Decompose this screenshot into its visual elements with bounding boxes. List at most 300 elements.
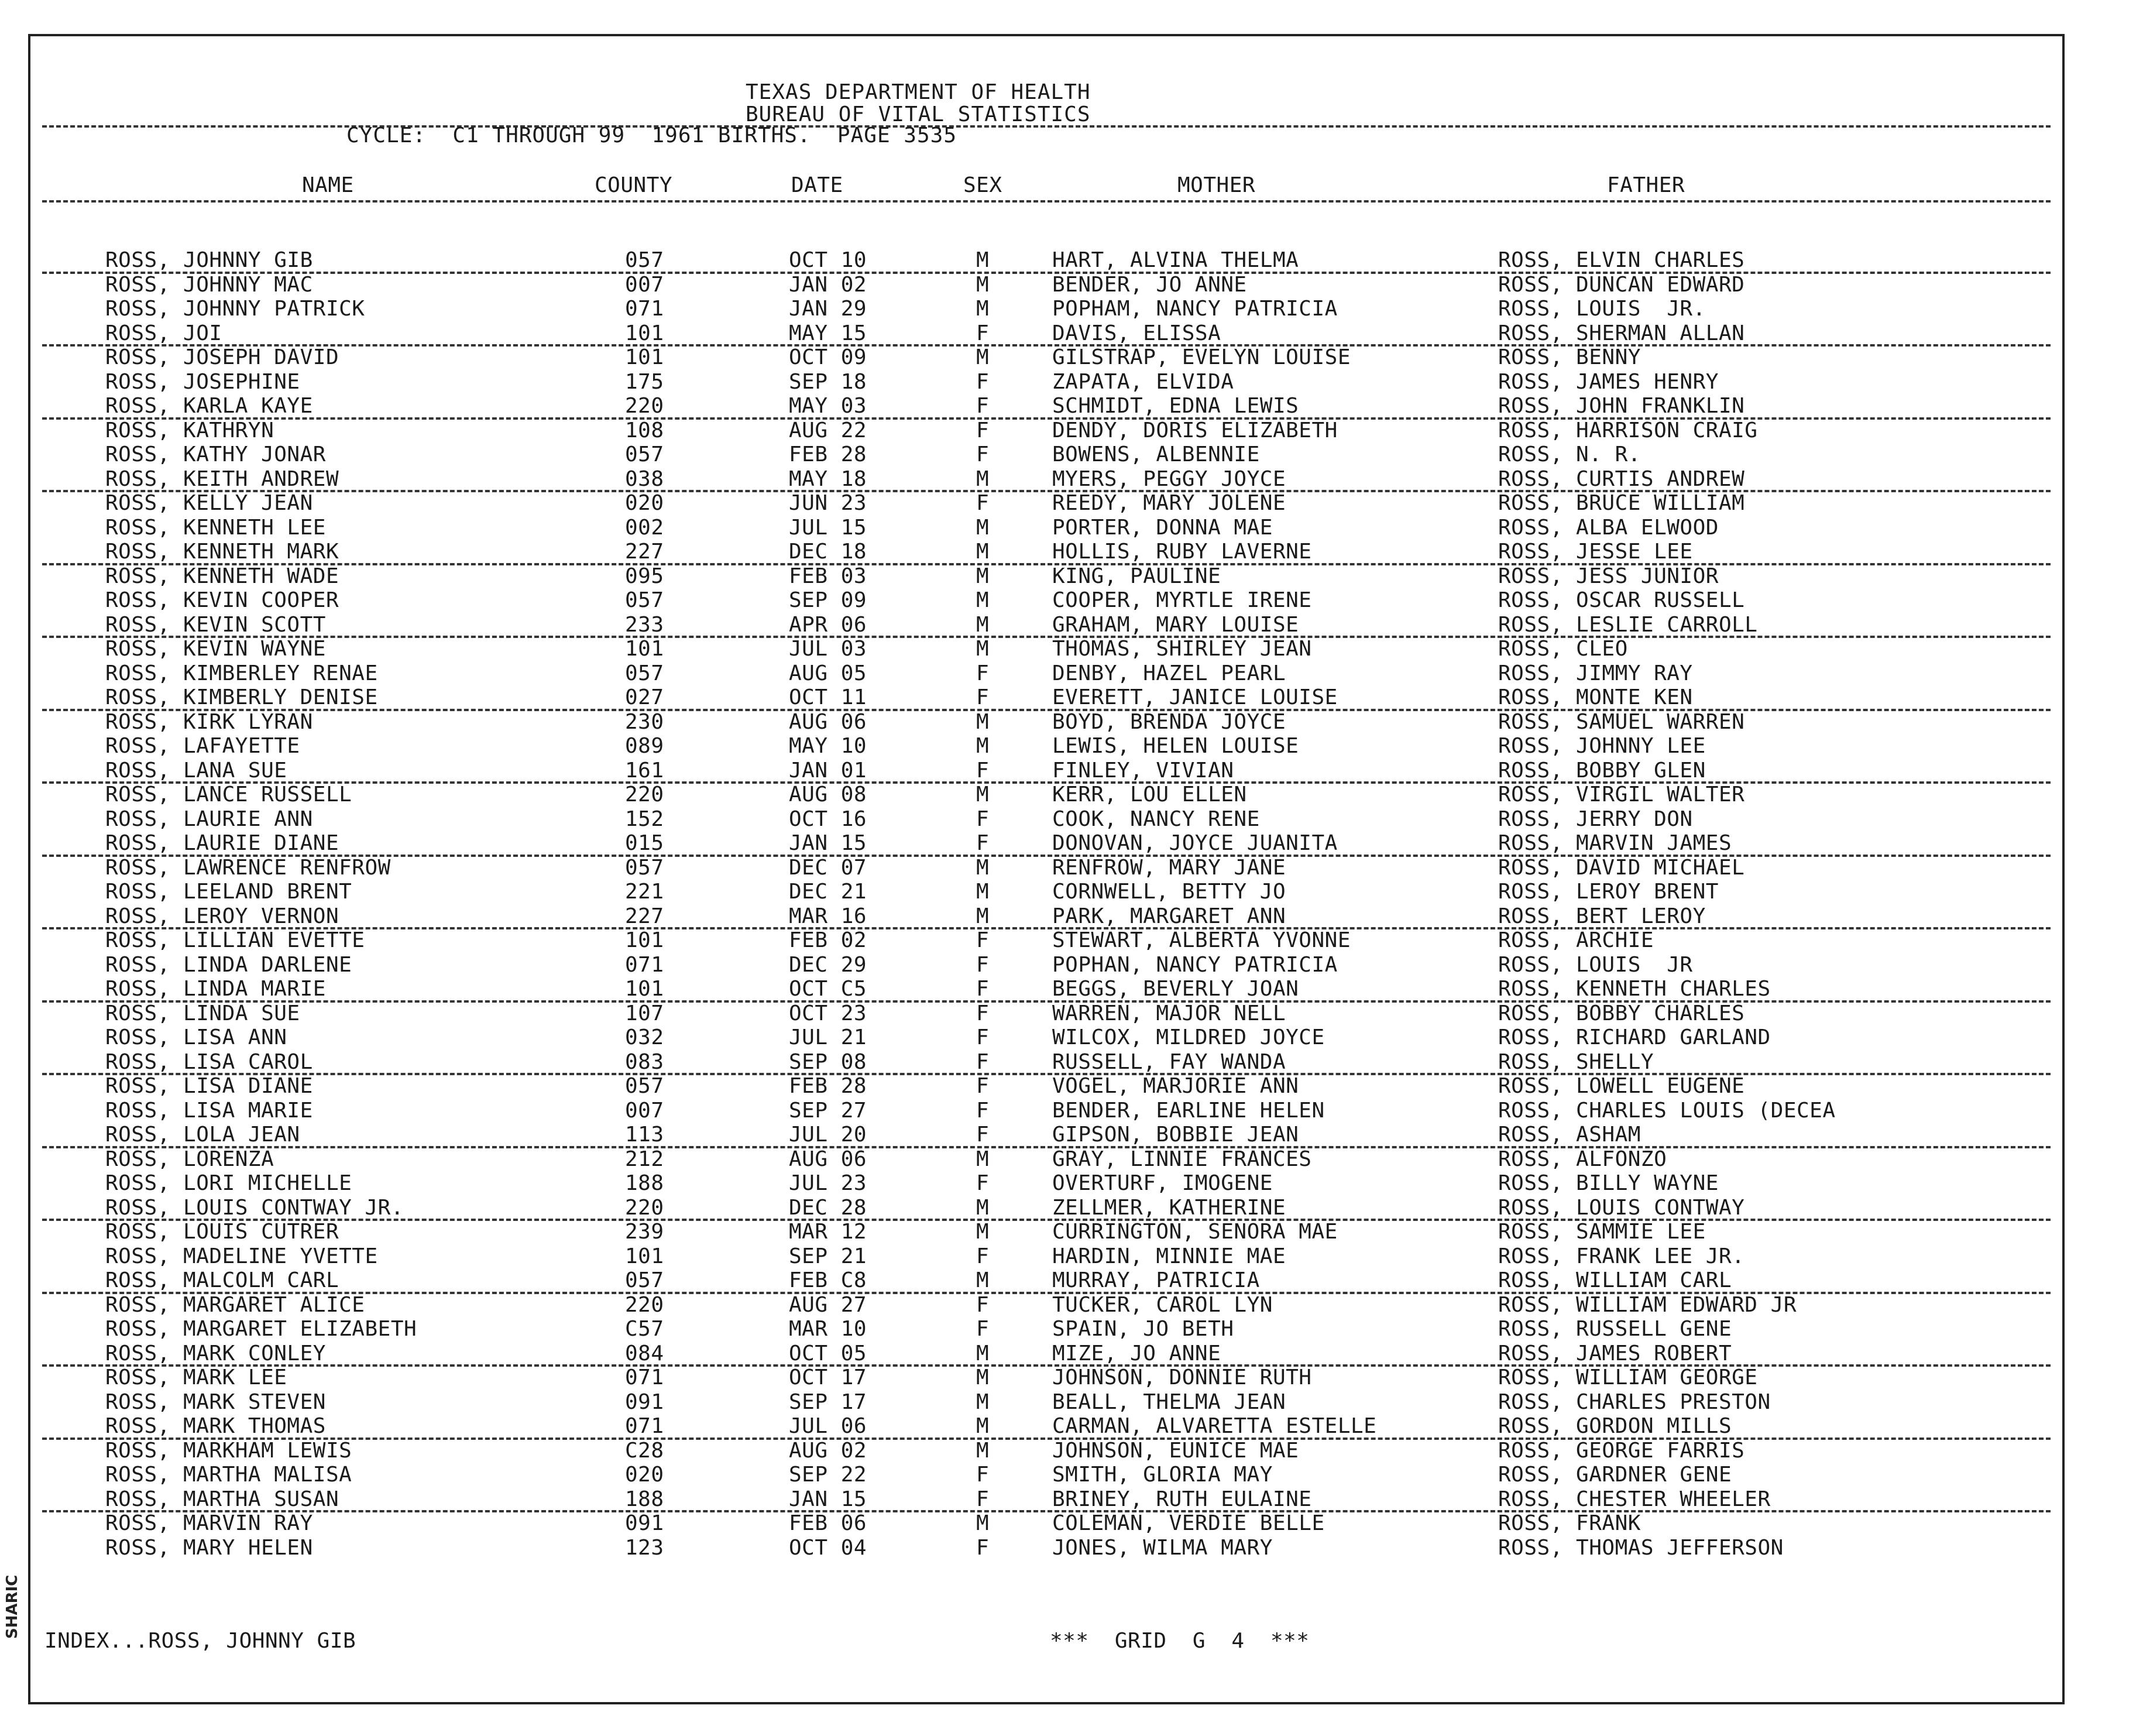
- record-county: 161: [625, 758, 664, 783]
- record-father: ROSS, VIRGIL WALTER: [1498, 783, 1745, 807]
- table-row: [30, 1487, 2062, 1511]
- record-sex: F: [976, 831, 990, 855]
- record-sex: M: [976, 540, 990, 564]
- record-date: MAY 18: [789, 466, 867, 491]
- table-row: [30, 1025, 2062, 1049]
- table-row: [30, 1074, 2062, 1098]
- record-name: ROSS, LOLA JEAN: [105, 1123, 300, 1147]
- table-row: [30, 710, 2062, 734]
- column-header-date: DATE: [791, 173, 843, 197]
- record-date: JAN 29: [789, 297, 867, 321]
- record-county: 188: [625, 1487, 664, 1511]
- table-row: [30, 467, 2062, 491]
- record-sex: M: [976, 904, 990, 928]
- record-sex: M: [976, 1366, 990, 1390]
- record-date: JUL 21: [789, 1025, 867, 1049]
- record-name: ROSS, MARVIN RAY: [105, 1511, 313, 1535]
- record-sex: M: [976, 734, 990, 758]
- record-date: AUG 22: [789, 418, 867, 442]
- record-sex: F: [976, 1244, 990, 1268]
- record-sex: M: [976, 297, 990, 321]
- record-mother: KING, PAULINE: [1052, 564, 1221, 588]
- record-county: 091: [625, 1511, 664, 1535]
- record-name: ROSS, MARY HELEN: [105, 1535, 313, 1560]
- record-name: ROSS, MALCOLM CARL: [105, 1268, 339, 1292]
- column-header-father: FATHER: [1607, 173, 1685, 197]
- record-name: ROSS, KATHRYN: [105, 418, 274, 442]
- record-mother: FINLEY, VIVIAN: [1052, 758, 1234, 783]
- record-sex: M: [976, 1511, 990, 1535]
- record-name: ROSS, JOHNNY PATRICK: [105, 297, 365, 321]
- record-father: ROSS, BERT LEROY: [1498, 904, 1706, 928]
- record-date: JUL 06: [789, 1414, 867, 1438]
- record-father: ROSS, LOUIS CONTWAY: [1498, 1195, 1745, 1220]
- record-father: ROSS, JERRY DON: [1498, 807, 1693, 831]
- header-divider: [42, 125, 2051, 128]
- record-name: ROSS, MADELINE YVETTE: [105, 1244, 378, 1268]
- record-mother: BEGGS, BEVERLY JOAN: [1052, 977, 1299, 1001]
- record-mother: JOHNSON, EUNICE MAE: [1052, 1438, 1299, 1463]
- record-county: 038: [625, 466, 664, 491]
- record-mother: SPAIN, JO BETH: [1052, 1317, 1234, 1341]
- record-name: ROSS, KEVIN COOPER: [105, 588, 339, 612]
- record-mother: DONOVAN, JOYCE JUANITA: [1052, 831, 1338, 855]
- record-date: SEP 09: [789, 588, 867, 612]
- record-county: 227: [625, 904, 664, 928]
- record-date: AUG 06: [789, 1147, 867, 1171]
- record-name: ROSS, LANA SUE: [105, 758, 287, 783]
- record-date: OCT 11: [789, 685, 867, 709]
- record-father: ROSS, SAMMIE LEE: [1498, 1220, 1706, 1244]
- record-father: ROSS, LEROY BRENT: [1498, 880, 1719, 904]
- record-mother: WARREN, MAJOR NELL: [1052, 1001, 1286, 1025]
- record-name: ROSS, LISA MARIE: [105, 1098, 313, 1123]
- record-sex: F: [976, 661, 990, 685]
- record-name: ROSS, LOUIS CUTRER: [105, 1220, 339, 1244]
- record-date: OCT 16: [789, 807, 867, 831]
- department-title: TEXAS DEPARTMENT OF HEALTH: [746, 80, 1091, 104]
- record-sex: M: [976, 1147, 990, 1171]
- record-father: ROSS, ARCHIE: [1498, 928, 1654, 952]
- record-sex: M: [976, 1268, 990, 1292]
- table-row: [30, 540, 2062, 564]
- record-sex: F: [976, 1317, 990, 1341]
- record-name: ROSS, MARKHAM LEWIS: [105, 1438, 352, 1463]
- record-mother: BENDER, EARLINE HELEN: [1052, 1098, 1325, 1123]
- record-date: SEP 18: [789, 369, 867, 394]
- record-county: 152: [625, 807, 664, 831]
- record-mother: GRAHAM, MARY LOUISE: [1052, 612, 1299, 637]
- record-county: 101: [625, 977, 664, 1001]
- table-row: [30, 904, 2062, 928]
- record-name: ROSS, LILLIAN EVETTE: [105, 928, 365, 952]
- record-county: 057: [625, 588, 664, 612]
- record-mother: DENDY, DORIS ELIZABETH: [1052, 418, 1338, 442]
- record-county: 057: [625, 1074, 664, 1098]
- record-date: DEC 21: [789, 880, 867, 904]
- record-sex: M: [976, 1341, 990, 1366]
- record-mother: EVERETT, JANICE LOUISE: [1052, 685, 1338, 709]
- document-page: [28, 34, 2065, 1704]
- record-name: ROSS, MARK THOMAS: [105, 1414, 326, 1438]
- record-father: ROSS, N. R.: [1498, 442, 1641, 466]
- record-mother: ZAPATA, ELVIDA: [1052, 369, 1234, 394]
- record-date: MAR 10: [789, 1317, 867, 1341]
- record-sex: F: [976, 1535, 990, 1560]
- record-mother: RENFROW, MARY JANE: [1052, 855, 1286, 880]
- record-sex: F: [976, 1487, 990, 1511]
- record-county: 057: [625, 661, 664, 685]
- record-county: 108: [625, 418, 664, 442]
- table-row: [30, 370, 2062, 394]
- record-date: JAN 15: [789, 1487, 867, 1511]
- record-mother: OVERTURF, IMOGENE: [1052, 1171, 1273, 1195]
- record-county: 101: [625, 345, 664, 369]
- record-date: OCT 10: [789, 248, 867, 272]
- table-row: [30, 807, 2062, 831]
- record-date: MAR 16: [789, 904, 867, 928]
- record-mother: VOGEL, MARJORIE ANN: [1052, 1074, 1299, 1098]
- record-county: 057: [625, 1268, 664, 1292]
- record-county: 101: [625, 321, 664, 345]
- record-name: ROSS, MARK STEVEN: [105, 1390, 326, 1414]
- record-date: FEB 03: [789, 564, 867, 588]
- record-sex: F: [976, 1171, 990, 1195]
- record-county: 084: [625, 1341, 664, 1366]
- record-father: ROSS, BRUCE WILLIAM: [1498, 491, 1745, 515]
- record-county: 007: [625, 272, 664, 297]
- record-father: ROSS, DAVID MICHAEL: [1498, 855, 1745, 880]
- record-date: JUL 15: [789, 515, 867, 540]
- record-date: OCT 09: [789, 345, 867, 369]
- record-father: ROSS, ALBA ELWOOD: [1498, 515, 1719, 540]
- record-mother: BOWENS, ALBENNIE: [1052, 442, 1260, 466]
- record-name: ROSS, KIMBERLEY RENAE: [105, 661, 378, 685]
- record-father: ROSS, OSCAR RUSSELL: [1498, 588, 1745, 612]
- table-row: [30, 1293, 2062, 1317]
- record-sex: F: [976, 418, 990, 442]
- record-father: ROSS, CHARLES LOUIS (DECEA: [1498, 1098, 1836, 1123]
- record-county: C28: [625, 1438, 664, 1463]
- record-name: ROSS, JOI: [105, 321, 222, 345]
- record-date: OCT 23: [789, 1001, 867, 1025]
- record-name: ROSS, KENNETH LEE: [105, 515, 326, 540]
- record-sex: M: [976, 515, 990, 540]
- table-row: [30, 394, 2062, 418]
- record-father: ROSS, LOWELL EUGENE: [1498, 1074, 1745, 1098]
- record-father: ROSS, SAMUEL WARREN: [1498, 709, 1745, 734]
- record-sex: F: [976, 685, 990, 709]
- record-father: ROSS, CURTIS ANDREW: [1498, 466, 1745, 491]
- record-mother: BEALL, THELMA JEAN: [1052, 1390, 1286, 1414]
- table-row: [30, 856, 2062, 880]
- record-date: DEC 07: [789, 855, 867, 880]
- record-mother: GIPSON, BOBBIE JEAN: [1052, 1123, 1299, 1147]
- record-mother: MYERS, PEGGY JOYCE: [1052, 466, 1286, 491]
- table-row: [30, 1147, 2062, 1171]
- record-name: ROSS, MARK LEE: [105, 1366, 287, 1390]
- record-mother: POPHAM, NANCY PATRICIA: [1052, 297, 1338, 321]
- record-name: ROSS, LEROY VERNON: [105, 904, 339, 928]
- record-name: ROSS, KEVIN SCOTT: [105, 612, 326, 637]
- record-date: FEB C8: [789, 1268, 867, 1292]
- table-row: [30, 831, 2062, 855]
- record-county: 071: [625, 297, 664, 321]
- table-row: [30, 1171, 2062, 1195]
- record-mother: COOPER, MYRTLE IRENE: [1052, 588, 1312, 612]
- record-name: ROSS, KIRK LYRAN: [105, 709, 313, 734]
- record-sex: M: [976, 709, 990, 734]
- record-date: AUG 27: [789, 1292, 867, 1317]
- record-date: JUL 03: [789, 637, 867, 661]
- record-date: DEC 29: [789, 952, 867, 977]
- record-sex: M: [976, 1195, 990, 1220]
- record-mother: BOYD, BRENDA JOYCE: [1052, 709, 1286, 734]
- table-row: [30, 637, 2062, 661]
- record-date: JAN 02: [789, 272, 867, 297]
- record-date: FEB 28: [789, 1074, 867, 1098]
- record-date: JUL 23: [789, 1171, 867, 1195]
- table-row: [30, 491, 2062, 515]
- grid-footer: *** GRID G 4 ***: [1050, 1629, 1310, 1653]
- record-sex: F: [976, 1049, 990, 1074]
- record-county: 220: [625, 394, 664, 418]
- record-county: 089: [625, 734, 664, 758]
- record-date: APR 06: [789, 612, 867, 637]
- record-date: OCT 04: [789, 1535, 867, 1560]
- record-date: SEP 22: [789, 1463, 867, 1487]
- record-county: 032: [625, 1025, 664, 1049]
- record-date: AUG 08: [789, 783, 867, 807]
- table-row: [30, 685, 2062, 709]
- record-father: ROSS, ALFONZO: [1498, 1147, 1667, 1171]
- table-row: [30, 273, 2062, 297]
- table-row: [30, 1123, 2062, 1147]
- table-row: [30, 1001, 2062, 1025]
- record-sex: F: [976, 1098, 990, 1123]
- record-mother: JONES, WILMA MARY: [1052, 1535, 1273, 1560]
- table-row: [30, 442, 2062, 466]
- record-mother: COLEMAN, VERDIE BELLE: [1052, 1511, 1325, 1535]
- table-row: [30, 1511, 2062, 1535]
- record-county: 123: [625, 1535, 664, 1560]
- table-row: [30, 977, 2062, 1001]
- record-date: DEC 18: [789, 540, 867, 564]
- record-date: FEB 06: [789, 1511, 867, 1535]
- record-date: DEC 28: [789, 1195, 867, 1220]
- record-father: ROSS, JOHN FRANKLIN: [1498, 394, 1745, 418]
- record-county: 091: [625, 1390, 664, 1414]
- record-name: ROSS, LAURIE DIANE: [105, 831, 339, 855]
- record-father: ROSS, SHERMAN ALLAN: [1498, 321, 1745, 345]
- record-father: ROSS, GORDON MILLS: [1498, 1414, 1732, 1438]
- record-sex: M: [976, 248, 990, 272]
- index-footer: INDEX...ROSS, JOHNNY GIB: [44, 1629, 356, 1653]
- record-county: 107: [625, 1001, 664, 1025]
- record-county: 015: [625, 831, 664, 855]
- record-father: ROSS, JAMES HENRY: [1498, 369, 1719, 394]
- record-father: ROSS, ELVIN CHARLES: [1498, 248, 1745, 272]
- record-date: MAY 03: [789, 394, 867, 418]
- record-sex: F: [976, 1123, 990, 1147]
- record-mother: THOMAS, SHIRLEY JEAN: [1052, 637, 1312, 661]
- record-mother: HARDIN, MINNIE MAE: [1052, 1244, 1286, 1268]
- record-mother: PARK, MARGARET ANN: [1052, 904, 1286, 928]
- record-county: 239: [625, 1220, 664, 1244]
- record-county: 020: [625, 491, 664, 515]
- record-sex: F: [976, 807, 990, 831]
- table-row: [30, 880, 2062, 904]
- record-mother: CORNWELL, BETTY JO: [1052, 880, 1286, 904]
- record-name: ROSS, KENNETH WADE: [105, 564, 339, 588]
- record-date: MAR 12: [789, 1220, 867, 1244]
- record-father: ROSS, RUSSELL GENE: [1498, 1317, 1732, 1341]
- record-date: SEP 21: [789, 1244, 867, 1268]
- table-row: [30, 1439, 2062, 1463]
- record-sex: M: [976, 637, 990, 661]
- table-row: [30, 1414, 2062, 1438]
- record-father: ROSS, MARVIN JAMES: [1498, 831, 1732, 855]
- record-mother: LEWIS, HELEN LOUISE: [1052, 734, 1299, 758]
- record-date: AUG 02: [789, 1438, 867, 1463]
- record-sex: F: [976, 758, 990, 783]
- column-header-divider: [42, 200, 2051, 203]
- record-county: 221: [625, 880, 664, 904]
- record-sex: F: [976, 977, 990, 1001]
- record-date: MAY 10: [789, 734, 867, 758]
- record-father: ROSS, SHELLY: [1498, 1049, 1654, 1074]
- table-row: [30, 1390, 2062, 1414]
- record-mother: ZELLMER, KATHERINE: [1052, 1195, 1286, 1220]
- table-row: [30, 1244, 2062, 1268]
- table-row: [30, 297, 2062, 321]
- record-name: ROSS, JOSEPH DAVID: [105, 345, 339, 369]
- record-father: ROSS, HARRISON CRAIG: [1498, 418, 1758, 442]
- record-county: 057: [625, 442, 664, 466]
- record-father: ROSS, FRANK LEE JR.: [1498, 1244, 1745, 1268]
- record-name: ROSS, KEITH ANDREW: [105, 466, 339, 491]
- record-mother: STEWART, ALBERTA YVONNE: [1052, 928, 1351, 952]
- record-name: ROSS, LANCE RUSSELL: [105, 783, 352, 807]
- table-row: [30, 516, 2062, 540]
- bureau-title: BUREAU OF VITAL STATISTICS: [746, 102, 1091, 126]
- column-headers: [30, 173, 2062, 198]
- record-name: ROSS, KEVIN WAYNE: [105, 637, 326, 661]
- record-father: ROSS, RICHARD GARLAND: [1498, 1025, 1771, 1049]
- records-table: [30, 248, 2062, 1594]
- record-name: ROSS, LEELAND BRENT: [105, 880, 352, 904]
- table-row: [30, 1196, 2062, 1220]
- record-father: ROSS, FRANK: [1498, 1511, 1641, 1535]
- record-father: ROSS, BOBBY CHARLES: [1498, 1001, 1745, 1025]
- record-father: ROSS, JAMES ROBERT: [1498, 1341, 1732, 1366]
- record-name: ROSS, LISA CAROL: [105, 1049, 313, 1074]
- record-county: 230: [625, 709, 664, 734]
- record-date: JUL 20: [789, 1123, 867, 1147]
- record-sex: F: [976, 394, 990, 418]
- record-mother: GRAY, LINNIE FRANCES: [1052, 1147, 1312, 1171]
- record-mother: BRINEY, RUTH EULAINE: [1052, 1487, 1312, 1511]
- record-father: ROSS, JESSE LEE: [1498, 540, 1693, 564]
- record-date: SEP 17: [789, 1390, 867, 1414]
- record-father: ROSS, WILLIAM CARL: [1498, 1268, 1732, 1292]
- record-county: C57: [625, 1317, 664, 1341]
- record-date: OCT C5: [789, 977, 867, 1001]
- record-name: ROSS, MARTHA MALISA: [105, 1463, 352, 1487]
- record-mother: GILSTRAP, EVELYN LOUISE: [1052, 345, 1351, 369]
- record-county: 101: [625, 928, 664, 952]
- column-header-name: NAME: [302, 173, 354, 197]
- record-county: 071: [625, 1366, 664, 1390]
- record-county: 175: [625, 369, 664, 394]
- record-sex: M: [976, 466, 990, 491]
- table-row: [30, 1317, 2062, 1341]
- table-row: [30, 1268, 2062, 1292]
- record-date: JUN 23: [789, 491, 867, 515]
- record-sex: M: [976, 345, 990, 369]
- record-father: ROSS, BILLY WAYNE: [1498, 1171, 1719, 1195]
- table-row: [30, 1463, 2062, 1487]
- record-mother: BENDER, JO ANNE: [1052, 272, 1247, 297]
- record-sex: M: [976, 1438, 990, 1463]
- record-father: ROSS, JOHNNY LEE: [1498, 734, 1706, 758]
- table-row: [30, 1342, 2062, 1366]
- table-row: [30, 1099, 2062, 1123]
- record-father: ROSS, JESS JUNIOR: [1498, 564, 1719, 588]
- record-father: ROSS, WILLIAM GEORGE: [1498, 1366, 1758, 1390]
- record-father: ROSS, BENNY: [1498, 345, 1641, 369]
- table-row: [30, 1536, 2062, 1560]
- record-county: 027: [625, 685, 664, 709]
- record-sex: F: [976, 1292, 990, 1317]
- record-name: ROSS, MARTHA SUSAN: [105, 1487, 339, 1511]
- record-date: FEB 02: [789, 928, 867, 952]
- record-name: ROSS, JOHNNY MAC: [105, 272, 313, 297]
- record-county: 220: [625, 1292, 664, 1317]
- record-father: ROSS, ASHAM: [1498, 1123, 1641, 1147]
- table-row: [30, 345, 2062, 369]
- record-mother: MURRAY, PATRICIA: [1052, 1268, 1260, 1292]
- record-sex: M: [976, 880, 990, 904]
- record-county: 101: [625, 1244, 664, 1268]
- record-county: 220: [625, 1195, 664, 1220]
- record-name: ROSS, MARGARET ELIZABETH: [105, 1317, 417, 1341]
- record-mother: REEDY, MARY JOLENE: [1052, 491, 1286, 515]
- table-row: [30, 418, 2062, 442]
- record-county: 233: [625, 612, 664, 637]
- record-name: ROSS, KELLY JEAN: [105, 491, 313, 515]
- record-sex: M: [976, 1390, 990, 1414]
- record-sex: F: [976, 491, 990, 515]
- record-sex: F: [976, 928, 990, 952]
- record-name: ROSS, LINDA DARLENE: [105, 952, 352, 977]
- record-date: JAN 15: [789, 831, 867, 855]
- table-row: [30, 661, 2062, 685]
- record-name: ROSS, LINDA SUE: [105, 1001, 300, 1025]
- table-row: [30, 953, 2062, 977]
- record-name: ROSS, LORENZA: [105, 1147, 274, 1171]
- record-mother: WILCOX, MILDRED JOYCE: [1052, 1025, 1325, 1049]
- record-mother: HART, ALVINA THELMA: [1052, 248, 1299, 272]
- record-county: 227: [625, 540, 664, 564]
- record-sex: M: [976, 564, 990, 588]
- cycle-line: CYCLE: C1 THROUGH 99 1961 BIRTHS. PAGE 3535: [346, 123, 957, 147]
- record-mother: PORTER, DONNA MAE: [1052, 515, 1273, 540]
- record-county: 212: [625, 1147, 664, 1171]
- record-date: JAN 01: [789, 758, 867, 783]
- table-row: [30, 321, 2062, 345]
- record-father: ROSS, CHARLES PRESTON: [1498, 1390, 1771, 1414]
